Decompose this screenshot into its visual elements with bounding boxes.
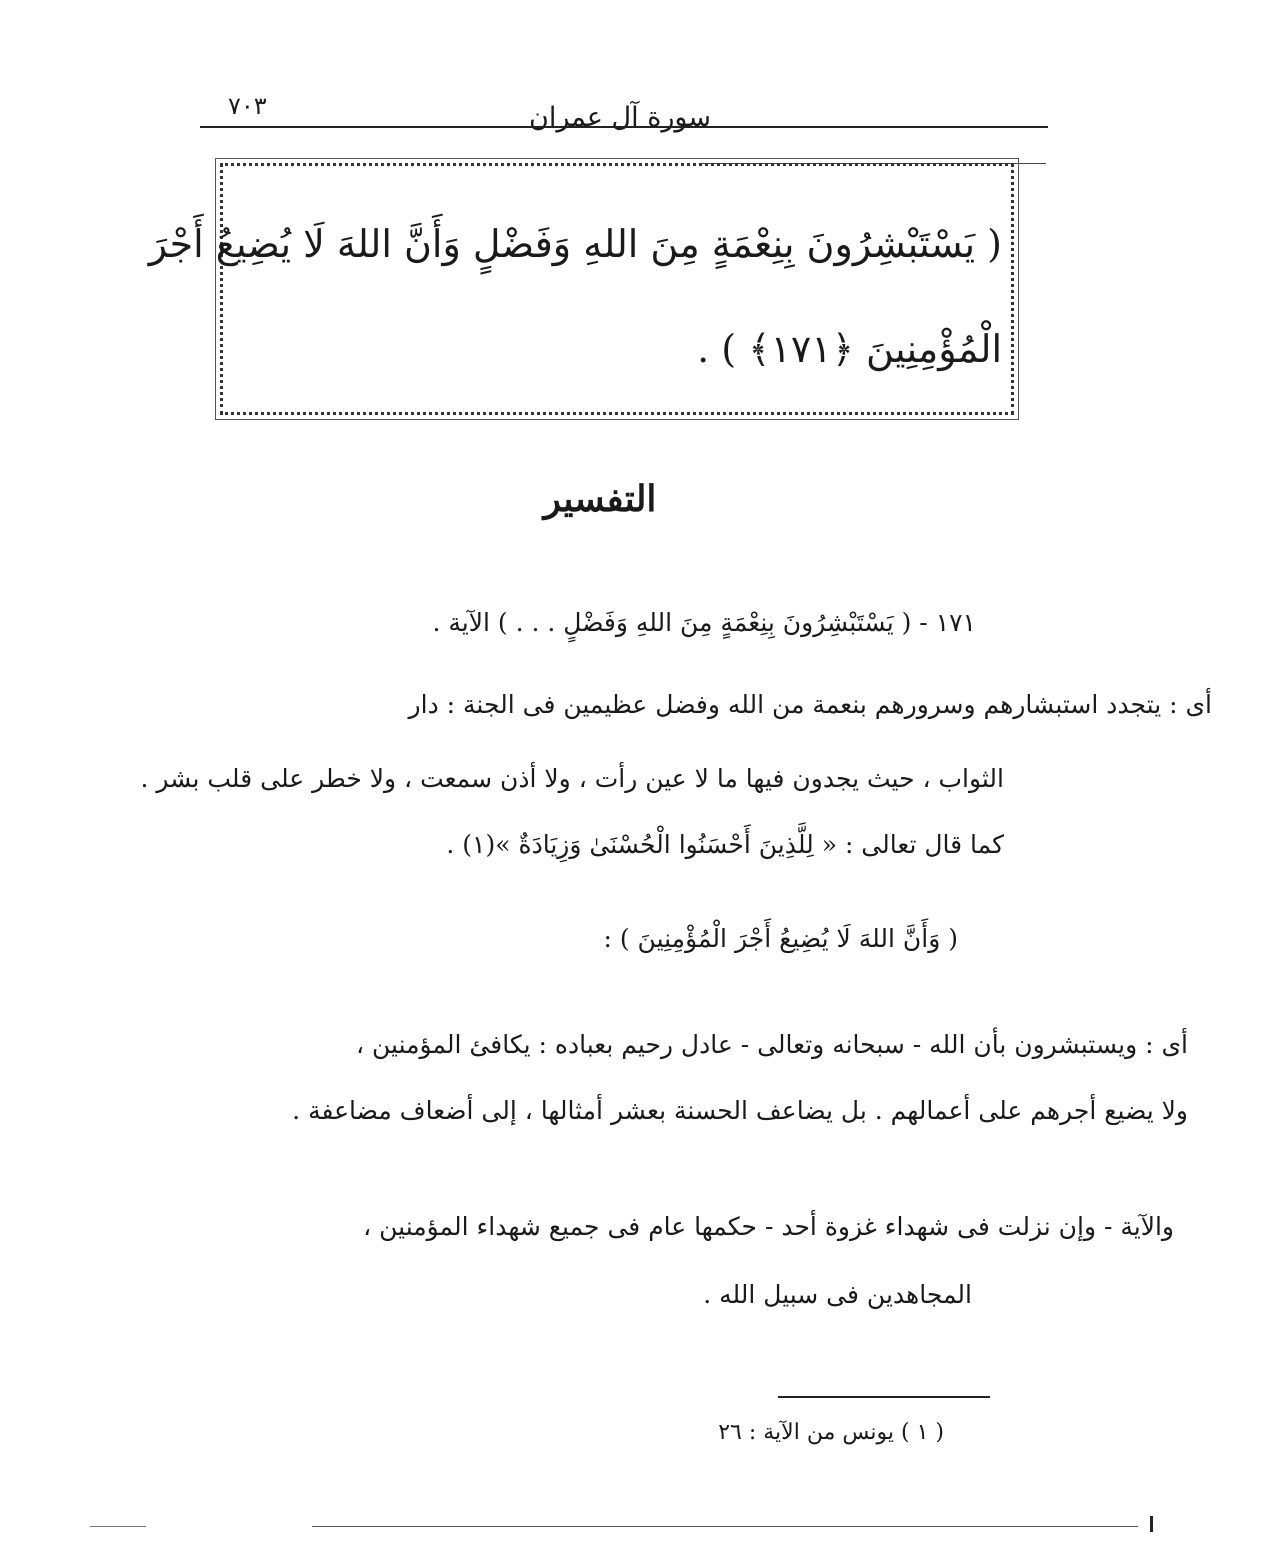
- page-number: ٧٠٣: [228, 92, 267, 120]
- paragraph-1-line-1: أى : يتجدد استبشارهم وسرورهم بنعمة من الله وفضل عظيمين فى الجنة : دار: [408, 690, 1212, 719]
- verse-line-1: ( يَسْتَبْشِرُونَ بِنِعْمَةٍ مِنَ اللهِ وَفَضْلٍ وَأَنَّ اللهَ لَا يُضِيعُ أَجْرَ: [148, 222, 1002, 266]
- edge-mark: [1150, 1516, 1153, 1532]
- footnote: ( ١ ) يونس من الآية : ٢٦: [718, 1420, 944, 1445]
- verse-reference-171: ١٧١ - ( يَسْتَبْشِرُونَ بِنِعْمَةٍ مِنَ اللهِ وَفَضْلٍ . . . ) الآية .: [432, 608, 976, 637]
- bottom-rule: [312, 1526, 1138, 1527]
- paragraph-3-line-1: والآية - وإن نزلت فى شهداء غزوة أحد - حكمها عام فى جميع شهداء المؤمنين ،: [363, 1212, 1174, 1241]
- paragraph-1-line-2: الثواب ، حيث يجدون فيها ما لا عين رأت ، ولا أذن سمعت ، ولا خطر على قلب بشر .: [140, 764, 1004, 793]
- footnote-rule: [778, 1396, 990, 1398]
- bottom-rule-left: [90, 1526, 146, 1527]
- header-rule: [200, 126, 1048, 128]
- surah-title: سورة آل عمران: [529, 102, 711, 133]
- verse-frame: [148, 163, 1014, 415]
- verse-line-2: الْمُؤْمِنِينَ ﴿١٧١﴾ ) .: [697, 327, 1002, 371]
- paragraph-2-line-1: أى : ويستبشرون بأن الله - سبحانه وتعالى - عادل رحيم بعباده : يكافئ المؤمنين ،: [356, 1030, 1188, 1059]
- verse-reference-2: ( وَأَنَّ اللهَ لَا يُضِيعُ أَجْرَ الْمُؤْمِنِينَ ) :: [603, 924, 958, 953]
- paragraph-3-line-2: المجاهدين فى سبيل الله .: [703, 1280, 972, 1309]
- paragraph-2-line-2: ولا يضيع أجرهم على أعمالهم . بل يضاعف الحسنة بعشر أمثالها ، إلى أضعاف مضاعفة .: [292, 1096, 1188, 1125]
- paragraph-1-line-3: كما قال تعالى : « لِلَّذِينَ أَحْسَنُوا الْحُسْنَىٰ وَزِيَادَةٌ »(١) .: [446, 830, 1004, 859]
- section-heading: التفسير: [543, 478, 657, 520]
